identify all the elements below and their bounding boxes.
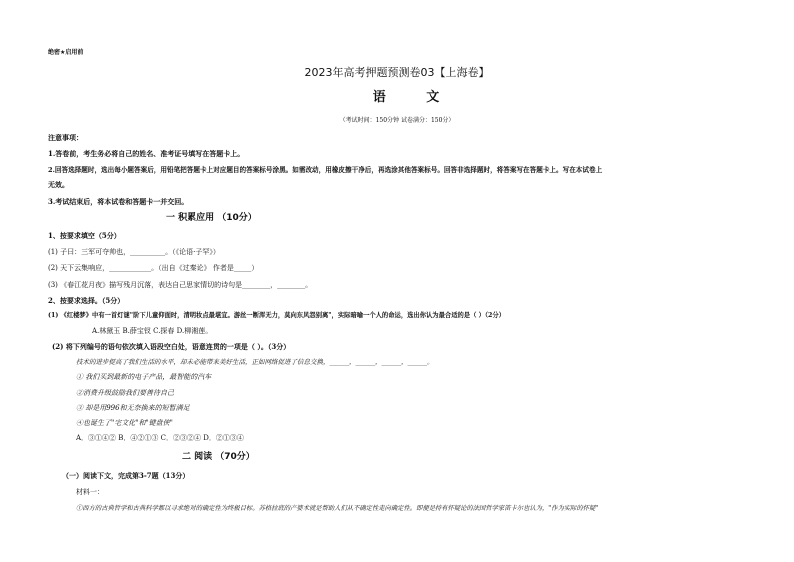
exam-title: 2023年高考押题预测卷03【上海卷】 bbox=[304, 66, 490, 79]
notes-heading: 注意事项： bbox=[48, 133, 83, 142]
q1-item-3: (3) 《春江花月夜》描写残月沉落，表达自己思家情切的诗句是________，________。 bbox=[48, 281, 313, 289]
secret-label: 绝密★启用前 bbox=[48, 49, 84, 56]
q2-option-3: ③ 却是用996和无奈换来的短暂满足 bbox=[76, 404, 190, 412]
section2-title: 二 阅读 （70分） bbox=[182, 452, 255, 462]
note-3: 3.考试结束后，将本试卷和答题卡一并交回。 bbox=[48, 197, 189, 206]
q2-option-1: ① 我们买到最新的电子产品，最智能的汽车 bbox=[76, 373, 212, 381]
reading-part-1: （一）阅读下文，完成第3-7题（13分） bbox=[62, 471, 190, 480]
material-paragraph-1: ①西方的古典哲学和古典科学都以寻求绝对的确定性为终极目标。苏格拉底的产婆术就是帮助人们从不确定性走向确定性。即便是持有怀疑论的法国哲学家笛卡尔也认为，"作为实际的怀疑" bbox=[76, 505, 599, 512]
q1-heading: 1、按要求填空（5分） bbox=[48, 231, 121, 240]
q2-heading: 2、按要求选择。（5分） bbox=[48, 296, 125, 305]
q2-answers: A．③①④② B．④②①③ C．②③②④ D．②①③④ bbox=[76, 434, 244, 442]
q2-item-1-options: A.林黛玉 B.薛宝钗 C.探春 D.柳湘莲。 bbox=[92, 327, 213, 335]
note-2b: 无效。 bbox=[48, 180, 69, 189]
exam-info: （考试时间：150分钟 试卷满分：150分） bbox=[339, 117, 455, 124]
q2-item-2-text: 技术的进步提高了我们生活的水平，却未必能带来美好生活，正如网络促进了信息交换，______，______，______，______。 bbox=[76, 358, 434, 366]
section1-title: 一 积累应用 （10分） bbox=[166, 213, 257, 223]
q1-item-2: (2) 天下云集响应，____________。（出自《过秦论》 作者是_____） bbox=[48, 264, 259, 272]
q2-option-4: ④也诞生了"宅文化"和"键盘侠" bbox=[76, 419, 173, 427]
material-label: 材料一： bbox=[76, 488, 104, 496]
note-2a: 2.回答选择题时，选出每小题答案后，用铅笔把答题卡上对应题目的答案标号涂黑。如需改动，用橡皮擦干净后，再选涂其他答案标号。回答非选择题时，将答案写在答题卡上。写在本试卷上 bbox=[48, 166, 603, 174]
q2-option-2: ②消费升级鼓励我们要善待自己 bbox=[76, 389, 174, 397]
q1-item-1: (1) 子曰：三军可夺帅也，__________。（《论语·子罕》） bbox=[48, 248, 220, 256]
q2-item-1: (1) 《红楼梦》中有一首灯谜"阶下儿童仰面时，清明妆点最堪宜。游丝一断浑无力，莫向东风怨别离"，实际暗喻一个人的命运，选出你认为最合适的是（ ）（2分） bbox=[48, 312, 506, 319]
subject-title: 语 文 bbox=[372, 90, 458, 105]
note-1: 1.答卷前，考生务必将自己的姓名、准考证号填写在答题卡上。 bbox=[48, 149, 245, 158]
q2-item-2: (2) 将下列编号的语句依次填入语段空白处，语意连贯的一项是（ ）。（3分） bbox=[52, 342, 291, 351]
